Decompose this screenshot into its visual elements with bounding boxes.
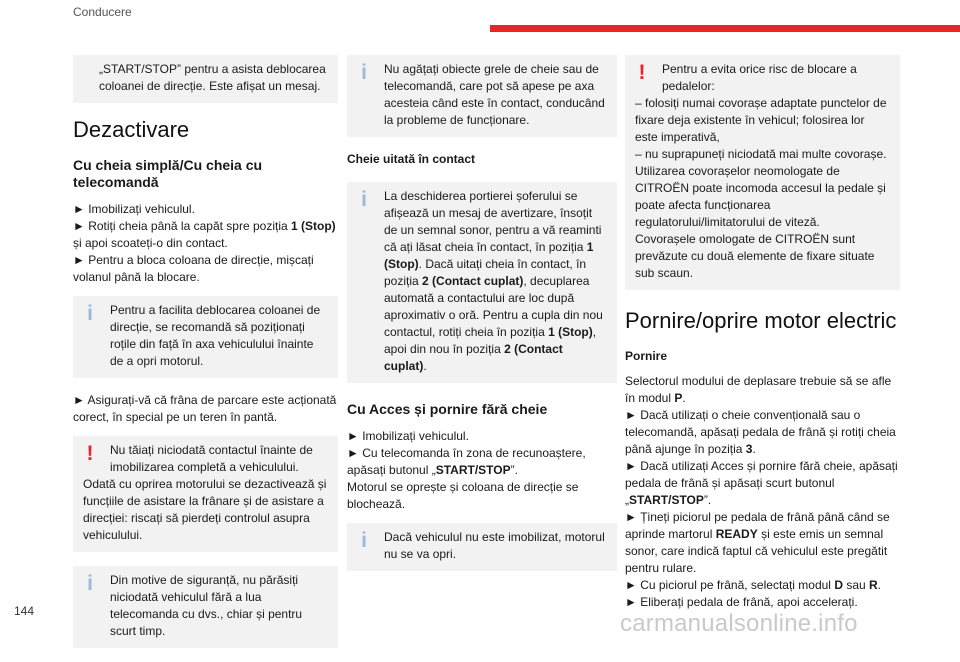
running-header: Conducere xyxy=(73,5,132,19)
step-text: ► Dacă utilizați o cheie convențională sau o telecomandă, apăsați pedala de frână și rotiți cheia până ajunge în poziția xyxy=(625,408,896,456)
step-text: ► Imobilizați vehiculul. xyxy=(73,202,195,216)
deactivation-steps xyxy=(73,201,338,286)
info-icon: i xyxy=(361,529,367,552)
text-bold: 2 (Contact cuplat) xyxy=(384,342,563,373)
info-icon: i xyxy=(361,61,367,84)
warning-box-pedals xyxy=(625,55,900,290)
step-bold: START/STOP xyxy=(435,463,511,477)
step-text: și apoi scoateți-o din contact. xyxy=(73,236,228,250)
text-bold: 1 (Stop) xyxy=(384,240,594,271)
step-text: ► Imobilizați vehiculul. xyxy=(347,429,469,443)
step-bold: START/STOP xyxy=(629,493,704,507)
text-bold: 1 (Stop) xyxy=(548,325,593,339)
step-text: ”. xyxy=(510,463,518,477)
warning-text: Covorașele omologate de CITROËN sunt prevăzute cu două elemente de fixare situate sub scaun. xyxy=(635,232,875,280)
step-text: ► Cu telecomanda în zona de recunoaștere, apăsați butonul „ xyxy=(347,446,586,477)
info-box-key-forgotten xyxy=(347,182,617,383)
column-1 xyxy=(73,55,338,662)
info-box-safety xyxy=(73,566,338,648)
info-box-text: Pentru a facilita deblocarea coloanei de direcție, se recomandă să poziționați roțile din față în axa vehiculului înainte de a opri motorul. xyxy=(110,303,321,368)
step-text: Motorul se oprește și coloana de direcție se blochează. xyxy=(347,480,579,511)
info-box-text: Dacă vehiculul nu este imobilizat, motorul nu se va opri. xyxy=(384,530,605,561)
warning-text: Utilizarea covorașelor neomologate de CITROËN poate incomoda accesul la pedale și poate afecta funcționarea regulatorului/limitatorului de viteză. xyxy=(635,164,886,229)
page-number: 144 xyxy=(14,604,35,618)
step-bold: R xyxy=(869,578,878,592)
step-text: . xyxy=(877,578,882,592)
step-text: ► Cu piciorul pe frână, selectați modul xyxy=(625,578,835,592)
info-box-text xyxy=(357,188,607,375)
step-text: ► Pentru a bloca coloana de direcție, mișcați volanul până la blocare. xyxy=(73,253,314,284)
info-box-not-immobilized xyxy=(347,523,617,571)
subheading-keyless: Cu Acces și pornire fără cheie xyxy=(347,401,548,417)
warning-text: Odată cu oprirea motorului se dezactivează și funcțiile de asistare la frânare și de asistare a direcției: riscați să pierdeți controlul asupra vehiculului. xyxy=(83,477,327,542)
info-icon: i xyxy=(361,188,367,211)
subheading-key: Cu cheia simplă/Cu cheia cu telecomandă xyxy=(73,157,263,190)
warning-box-ignition xyxy=(73,436,338,552)
step-text: ► Eliberați pedala de frână, apoi accelerați. xyxy=(625,595,858,609)
warning-lead-text: Pentru a evita orice risc de blocare a pedalelor: xyxy=(662,62,857,93)
text-run: , apoi din nou în poziția xyxy=(384,325,597,356)
column-2 xyxy=(347,55,617,585)
warning-text: – nu suprapuneți niciodată mai multe covorașe. xyxy=(635,147,887,161)
warning-text: – folosiți numai covorașe adaptate punctelor de fixare deja existente în vehicul; folosirea lor este imperativă, xyxy=(635,96,887,144)
section-heading-electric-motor: Pornire/oprire motor electric xyxy=(625,308,897,333)
subheading-key-forgotten: Cheie uitată în contact xyxy=(347,152,476,166)
keyless-steps xyxy=(347,428,617,513)
step-text: ► Dacă utilizați Acces și pornire fără cheie, apăsați pedala de frână și apăsați scurt butonul „ xyxy=(625,459,898,507)
warning-lead-text: Nu tăiați niciodată contactul înainte de imobilizarea completă a vehiculului. xyxy=(110,443,313,474)
step-text: și este emis un semnal sonor, care indică faptul că vehiculul este pregătit pentru rulare. xyxy=(625,527,888,575)
step-text: ”. xyxy=(703,493,712,507)
info-box-text: „START/STOP” pentru a asista deblocarea coloanei de direcție. Este afișat un mesaj. xyxy=(99,62,326,93)
info-box-steering xyxy=(73,296,338,378)
step-text: sau xyxy=(842,578,869,592)
step-text: ► Rotiți cheia până la capăt spre poziția xyxy=(73,219,291,233)
warning-icon: ! xyxy=(86,442,94,465)
subheading-start: Pornire xyxy=(625,349,668,363)
text-run: . Dacă uitați cheia în contact, în poziția xyxy=(384,257,587,288)
text-run: Selectorul modului de deplasare trebuie să se afle în modul xyxy=(625,374,892,405)
info-box-continued xyxy=(73,55,338,103)
step-bold: 1 (Stop) xyxy=(291,219,336,233)
header-accent-bar xyxy=(490,25,960,32)
text-run: . xyxy=(682,391,686,405)
section-heading-deactivation: Dezactivare xyxy=(73,117,190,142)
text-run: , decuplarea automată a contactului are loc după aproximativ o oră. Pentru a cupla din nou contactul, rotiți cheia în poziția xyxy=(384,274,603,339)
step-bold: READY xyxy=(715,527,758,541)
step-text: ► Țineți piciorul pe pedala de frână până când se aprinde martorul xyxy=(625,510,890,541)
start-procedure xyxy=(625,373,900,611)
step-text: . xyxy=(752,442,756,456)
watermark: carmanualsonline.info xyxy=(620,610,858,637)
info-box-text: Din motive de siguranță, nu părăsiți niciodată vehiculul fără a lua telecomanda cu dvs., chiar și pentru scurt timp. xyxy=(110,573,303,638)
text-run: La deschiderea portierei șoferului se afișează un mesaj de avertizare, însoțit de un semnal sonor, pentru a vă reaminti că ați lăsat cheia în contact, în poziția xyxy=(384,189,602,254)
text-bold: P xyxy=(674,391,683,405)
step-bold: D xyxy=(834,578,843,592)
info-box-text: Nu agățați obiecte grele de cheie sau de telecomandă, care pot să apese pe axa acesteia când este în contact, conducând la probleme de funcționare. xyxy=(384,62,605,127)
text-run: . xyxy=(423,359,427,373)
info-icon: i xyxy=(87,572,93,595)
column-3 xyxy=(625,55,900,621)
warning-icon: ! xyxy=(638,61,646,84)
info-box-heavy-objects xyxy=(347,55,617,137)
info-icon: i xyxy=(87,302,93,325)
step-bold: 3 xyxy=(745,442,753,456)
parking-brake-step: ► Asigurați-vă că frâna de parcare este acționată corect, în special pe un teren în pantă. xyxy=(73,393,337,424)
text-bold: 2 (Contact cuplat) xyxy=(422,274,524,288)
